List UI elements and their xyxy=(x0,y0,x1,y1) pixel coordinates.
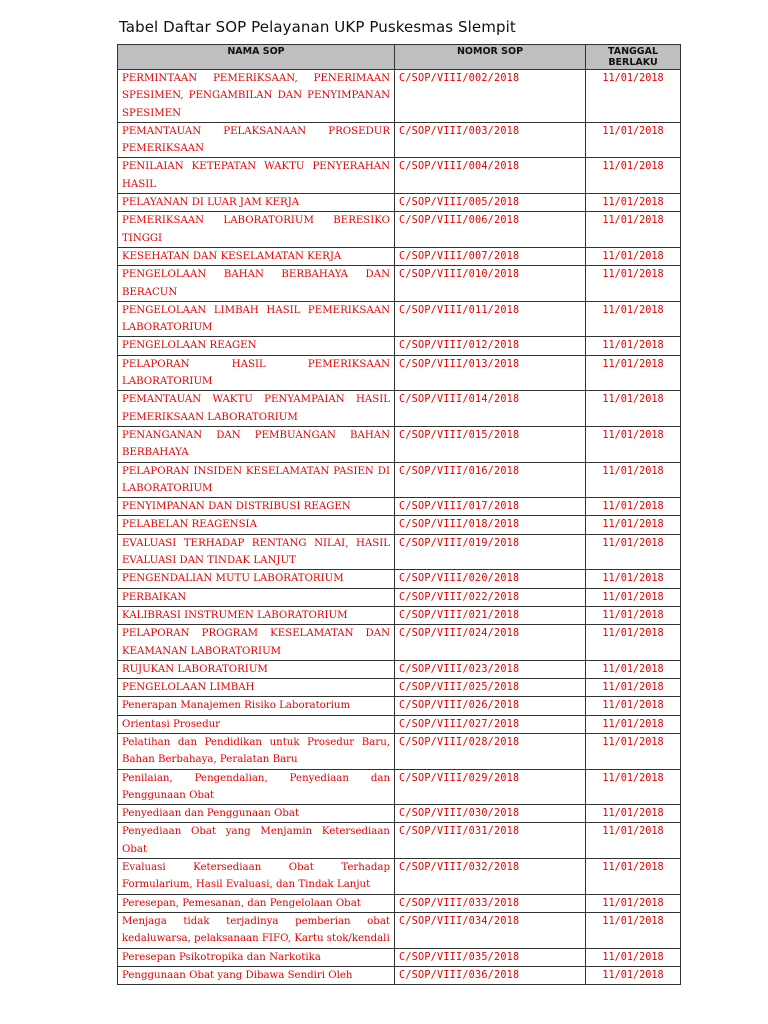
sop-number-cell: C/SOP/VIII/034/2018 xyxy=(395,912,586,948)
sop-number-cell: C/SOP/VIII/005/2018 xyxy=(395,194,586,212)
sop-name-cell: Orientasi Prosedur xyxy=(118,715,395,733)
sop-date-cell: 11/01/2018 xyxy=(586,715,681,733)
table-row xyxy=(118,122,681,158)
sop-name-cell: PEMERIKSAAN LABORATORIUM BERESIKO TINGGI xyxy=(118,212,395,248)
sop-number-cell: C/SOP/VIII/006/2018 xyxy=(395,212,586,248)
sop-name-cell: PENGENDALIAN MUTU LABORATORIUM xyxy=(118,570,395,588)
sop-date-cell: 11/01/2018 xyxy=(586,805,681,823)
table-row xyxy=(118,805,681,823)
sop-name-cell: PEMANTAUAN WAKTU PENYAMPAIAN HASIL PEMERIKSAAN LABORATORIUM xyxy=(118,391,395,427)
sop-number-cell: C/SOP/VIII/033/2018 xyxy=(395,894,586,912)
sop-date-cell: 11/01/2018 xyxy=(586,158,681,194)
sop-name-cell: KALIBRASI INSTRUMEN LABORATORIUM xyxy=(118,606,395,624)
sop-date-cell: 11/01/2018 xyxy=(586,391,681,427)
table-row xyxy=(118,588,681,606)
sop-number-cell: C/SOP/VIII/013/2018 xyxy=(395,355,586,391)
sop-number-cell: C/SOP/VIII/017/2018 xyxy=(395,498,586,516)
table-row xyxy=(118,516,681,534)
table-row xyxy=(118,912,681,948)
sop-name-cell: EVALUASI TERHADAP RENTANG NILAI, HASIL EVALUASI DAN TINDAK LANJUT xyxy=(118,534,395,570)
sop-name-cell: Peresepan Psikotropika dan Narkotika xyxy=(118,948,395,966)
sop-number-cell: C/SOP/VIII/002/2018 xyxy=(395,70,586,123)
header-nama-sop: NAMA SOP xyxy=(118,45,395,70)
sop-date-cell: 11/01/2018 xyxy=(586,660,681,678)
sop-date-cell: 11/01/2018 xyxy=(586,516,681,534)
sop-name-cell: PENGELOLAAN BAHAN BERBAHAYA DAN BERACUN xyxy=(118,266,395,302)
header-nomor-sop: NOMOR SOP xyxy=(395,45,586,70)
sop-date-cell: 11/01/2018 xyxy=(586,426,681,462)
table-row xyxy=(118,391,681,427)
sop-name-cell: Penggunaan Obat yang Dibawa Sendiri Oleh xyxy=(118,966,395,984)
sop-name-cell: PENGELOLAAN REAGEN xyxy=(118,337,395,355)
sop-date-cell: 11/01/2018 xyxy=(586,966,681,984)
sop-name-cell: PELAPORAN PROGRAM KESELAMATAN DAN KEAMANAN LABORATORIUM xyxy=(118,625,395,661)
sop-date-cell: 11/01/2018 xyxy=(586,301,681,337)
sop-number-cell: C/SOP/VIII/021/2018 xyxy=(395,606,586,624)
sop-date-cell: 11/01/2018 xyxy=(586,769,681,805)
table-row xyxy=(118,606,681,624)
sop-number-cell: C/SOP/VIII/027/2018 xyxy=(395,715,586,733)
table-row xyxy=(118,266,681,302)
sop-number-cell: C/SOP/VIII/015/2018 xyxy=(395,426,586,462)
sop-number-cell: C/SOP/VIII/003/2018 xyxy=(395,122,586,158)
sop-number-cell: C/SOP/VIII/010/2018 xyxy=(395,266,586,302)
table-row xyxy=(118,337,681,355)
sop-date-cell: 11/01/2018 xyxy=(586,948,681,966)
sop-name-cell: PELABELAN REAGENSIA xyxy=(118,516,395,534)
sop-number-cell: C/SOP/VIII/012/2018 xyxy=(395,337,586,355)
sop-date-cell: 11/01/2018 xyxy=(586,570,681,588)
sop-name-cell: PENGELOLAAN LIMBAH HASIL PEMERIKSAAN LABORATORIUM xyxy=(118,301,395,337)
sop-date-cell: 11/01/2018 xyxy=(586,894,681,912)
header-tanggal-berlaku: TANGGAL BERLAKU xyxy=(586,45,681,70)
sop-name-cell: PEMANTAUAN PELAKSANAAN PROSEDUR PEMERIKSAAN xyxy=(118,122,395,158)
table-row xyxy=(118,625,681,661)
table-row xyxy=(118,426,681,462)
table-row xyxy=(118,355,681,391)
sop-name-cell: PELAYANAN DI LUAR JAM KERJA xyxy=(118,194,395,212)
sop-number-cell: C/SOP/VIII/007/2018 xyxy=(395,247,586,265)
sop-date-cell: 11/01/2018 xyxy=(586,70,681,123)
table-row xyxy=(118,462,681,498)
sop-date-cell: 11/01/2018 xyxy=(586,212,681,248)
table-row xyxy=(118,498,681,516)
sop-date-cell: 11/01/2018 xyxy=(586,733,681,769)
table-row xyxy=(118,823,681,859)
sop-name-cell: PERMINTAAN PEMERIKSAAN, PENERIMAAN SPESIMEN, PENGAMBILAN DAN PENYIMPANAN SPESIMEN xyxy=(118,70,395,123)
sop-date-cell: 11/01/2018 xyxy=(586,247,681,265)
sop-number-cell: C/SOP/VIII/004/2018 xyxy=(395,158,586,194)
table-row xyxy=(118,966,681,984)
sop-date-cell: 11/01/2018 xyxy=(586,679,681,697)
sop-number-cell: C/SOP/VIII/023/2018 xyxy=(395,660,586,678)
table-row xyxy=(118,859,681,895)
sop-number-cell: C/SOP/VIII/020/2018 xyxy=(395,570,586,588)
table-header xyxy=(118,45,681,70)
table-row xyxy=(118,70,681,123)
sop-name-cell: PELAPORAN INSIDEN KESELAMATAN PASIEN DI LABORATORIUM xyxy=(118,462,395,498)
table-row xyxy=(118,301,681,337)
sop-number-cell: C/SOP/VIII/026/2018 xyxy=(395,697,586,715)
sop-table xyxy=(117,44,681,985)
sop-date-cell: 11/01/2018 xyxy=(586,534,681,570)
header-row xyxy=(118,45,681,70)
sop-date-cell: 11/01/2018 xyxy=(586,697,681,715)
sop-date-cell: 11/01/2018 xyxy=(586,355,681,391)
sop-name-cell: Penyediaan Obat yang Menjamin Ketersediaan Obat xyxy=(118,823,395,859)
sop-name-cell: Penyediaan dan Penggunaan Obat xyxy=(118,805,395,823)
table-row xyxy=(118,194,681,212)
sop-name-cell: Penerapan Manajemen Risiko Laboratorium xyxy=(118,697,395,715)
table-row xyxy=(118,715,681,733)
sop-name-cell: PENANGANAN DAN PEMBUANGAN BAHAN BERBAHAYA xyxy=(118,426,395,462)
sop-number-cell: C/SOP/VIII/031/2018 xyxy=(395,823,586,859)
sop-date-cell: 11/01/2018 xyxy=(586,498,681,516)
sop-date-cell: 11/01/2018 xyxy=(586,606,681,624)
sop-name-cell: PENYIMPANAN DAN DISTRIBUSI REAGEN xyxy=(118,498,395,516)
sop-date-cell: 11/01/2018 xyxy=(586,859,681,895)
sop-number-cell: C/SOP/VIII/030/2018 xyxy=(395,805,586,823)
sop-number-cell: C/SOP/VIII/018/2018 xyxy=(395,516,586,534)
page-title: Tabel Daftar SOP Pelayanan UKP Puskesmas Slempit xyxy=(119,18,516,36)
sop-date-cell: 11/01/2018 xyxy=(586,266,681,302)
sop-date-cell: 11/01/2018 xyxy=(586,823,681,859)
sop-name-cell: PERBAIKAN xyxy=(118,588,395,606)
sop-number-cell: C/SOP/VIII/036/2018 xyxy=(395,966,586,984)
table-row xyxy=(118,570,681,588)
sop-name-cell: PELAPORAN HASIL PEMERIKSAAN LABORATORIUM xyxy=(118,355,395,391)
table-row xyxy=(118,769,681,805)
sop-number-cell: C/SOP/VIII/035/2018 xyxy=(395,948,586,966)
table-row xyxy=(118,534,681,570)
table-row xyxy=(118,247,681,265)
sop-date-cell: 11/01/2018 xyxy=(586,194,681,212)
table-row xyxy=(118,212,681,248)
sop-number-cell: C/SOP/VIII/016/2018 xyxy=(395,462,586,498)
sop-date-cell: 11/01/2018 xyxy=(586,912,681,948)
sop-number-cell: C/SOP/VIII/025/2018 xyxy=(395,679,586,697)
table-body xyxy=(118,70,681,985)
sop-number-cell: C/SOP/VIII/028/2018 xyxy=(395,733,586,769)
table-row xyxy=(118,679,681,697)
table-row xyxy=(118,894,681,912)
sop-date-cell: 11/01/2018 xyxy=(586,122,681,158)
sop-number-cell: C/SOP/VIII/019/2018 xyxy=(395,534,586,570)
sop-name-cell: Menjaga tidak terjadinya pemberian obat kedaluwarsa, pelaksanaan FIFO, Kartu stok/kendali xyxy=(118,912,395,948)
sop-date-cell: 11/01/2018 xyxy=(586,588,681,606)
sop-name-cell: RUJUKAN LABORATORIUM xyxy=(118,660,395,678)
table-row xyxy=(118,660,681,678)
table-row xyxy=(118,697,681,715)
table-row xyxy=(118,948,681,966)
sop-name-cell: PENILAIAN KETEPATAN WAKTU PENYERAHAN HASIL xyxy=(118,158,395,194)
sop-number-cell: C/SOP/VIII/011/2018 xyxy=(395,301,586,337)
sop-date-cell: 11/01/2018 xyxy=(586,625,681,661)
sop-name-cell: Pelatihan dan Pendidikan untuk Prosedur Baru, Bahan Berbahaya, Peralatan Baru xyxy=(118,733,395,769)
sop-number-cell: C/SOP/VIII/022/2018 xyxy=(395,588,586,606)
sop-name-cell: Peresepan, Pemesanan, dan Pengelolaan Obat xyxy=(118,894,395,912)
sop-name-cell: Penilaian, Pengendalian, Penyediaan dan Penggunaan Obat xyxy=(118,769,395,805)
sop-name-cell: KESEHATAN DAN KESELAMATAN KERJA xyxy=(118,247,395,265)
sop-name-cell: Evaluasi Ketersediaan Obat Terhadap Formularium, Hasil Evaluasi, dan Tindak Lanjut xyxy=(118,859,395,895)
sop-date-cell: 11/01/2018 xyxy=(586,337,681,355)
sop-number-cell: C/SOP/VIII/024/2018 xyxy=(395,625,586,661)
sop-name-cell: PENGELOLAAN LIMBAH xyxy=(118,679,395,697)
table-row xyxy=(118,733,681,769)
sop-number-cell: C/SOP/VIII/032/2018 xyxy=(395,859,586,895)
sop-number-cell: C/SOP/VIII/029/2018 xyxy=(395,769,586,805)
sop-number-cell: C/SOP/VIII/014/2018 xyxy=(395,391,586,427)
table-row xyxy=(118,158,681,194)
sop-date-cell: 11/01/2018 xyxy=(586,462,681,498)
